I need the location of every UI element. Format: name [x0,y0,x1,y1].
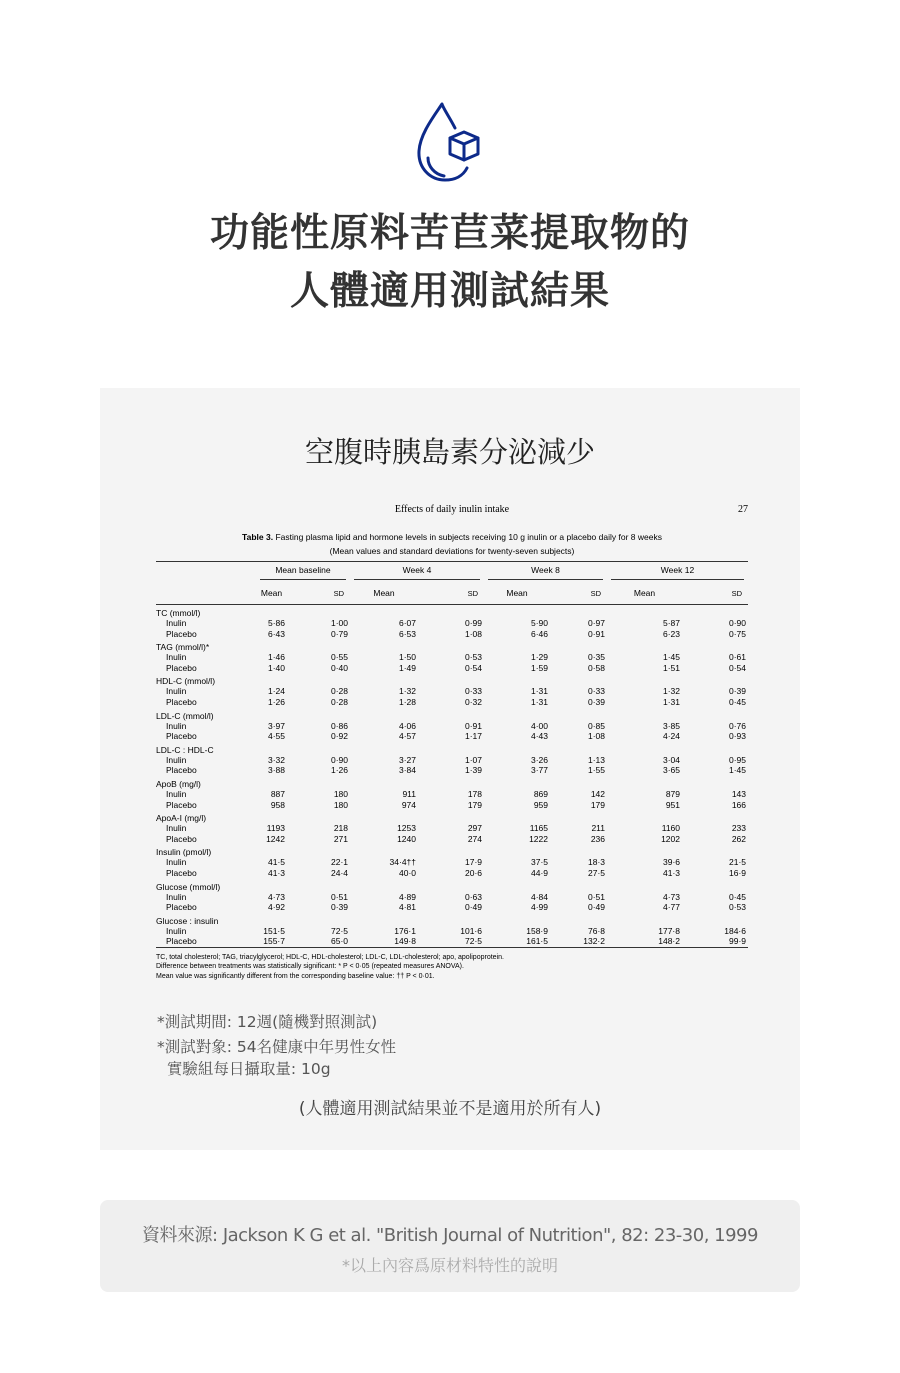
mean-cell: 958 [270,799,285,810]
sd-cell: 0·54 [728,662,746,673]
group-row [156,810,748,823]
sd-cell: 0·40 [330,662,348,673]
sd-cell: 233 [731,823,746,834]
group-label: ApoB (mg/l) [156,778,201,789]
sd-cell: 142 [590,788,605,799]
mean-cell: 3·04 [662,754,680,765]
table-row [156,902,748,913]
mean-cell: 1222 [529,833,548,844]
sd-cell: 18·3 [587,857,605,868]
table-row [156,834,748,845]
sd-cell: 0·35 [587,652,605,663]
group-row [156,673,748,686]
mean-cell: 3·27 [398,754,416,765]
mean-cell: 34·4†† [389,857,416,868]
group-label: LDL-C : HDL-C [156,744,214,755]
table-row [156,892,748,903]
running-head: Effects of daily inulin intake [394,504,510,515]
sd-cell: 0·95 [728,754,746,765]
sd-cell: 180 [333,788,348,799]
group-label: TAG (mmol/l)* [156,642,210,653]
mean-cell: 41·5 [267,857,285,868]
table-row [156,789,748,800]
sd-cell: 76·8 [587,925,605,936]
disclaimer: (人體適用測試結果並不是適用於所有人) [298,1099,602,1119]
mean-cell: 1·49 [398,662,416,673]
sd-cell: 0·49 [464,902,482,913]
sd-cell: 0·53 [728,902,746,913]
mean-cell: 155·7 [263,936,285,947]
caption-sub: (Mean values and standard deviations for twenty-seven subjects) [329,546,575,556]
mean-cell: 1·24 [267,686,285,697]
sd-cell: 0·51 [587,891,605,902]
note-period: *測試期間: 12週(隨機對照測試) [157,1013,378,1031]
mean-cell: 4·06 [398,720,416,731]
sd-cell: 0·93 [728,731,746,742]
period-header: Week 4 [354,565,480,580]
period-header: Mean baseline [260,565,346,580]
mean-cell: 3·32 [267,754,285,765]
mean-cell: 4·24 [662,731,680,742]
row-label: Placebo [166,628,197,639]
sd-cell: 271 [333,833,348,844]
sd-cell: 166 [731,799,746,810]
row-label: Placebo [166,696,197,707]
sd-cell: 99·9 [728,936,746,947]
page-title-line1: 功能性原料苦苣菜提取物的 [209,211,690,256]
mean-cell: 6·43 [267,628,285,639]
sd-cell: 143 [731,788,746,799]
sd-cell: 22·1 [330,857,348,868]
mean-cell: 911 [402,788,416,799]
sd-cell: 17·9 [464,857,482,868]
sd-cell: 65·0 [330,936,348,947]
mean-cell: 4·77 [662,902,680,913]
mean-cell: 1·32 [662,686,680,697]
row-label: Inulin [166,652,187,663]
sd-cell: 20·6 [464,867,482,878]
sd-cell: 297 [467,823,482,834]
mean-cell: 3·84 [398,765,416,776]
panel-subtitle: 空腹時胰島素分泌減少 [304,435,595,469]
mean-cell: 3·65 [662,765,680,776]
sd-cell: 0·76 [728,720,746,731]
caption-label: Table 3. [242,532,274,542]
sd-cell: 0·61 [728,652,746,663]
row-label: Inulin [166,891,187,902]
study-notes [157,1010,396,1081]
row-label: Inulin [166,823,187,834]
mean-cell: 3·85 [662,720,680,731]
table-row [156,765,748,776]
mean-cell: 4·73 [662,891,680,902]
sd-header: SD [287,583,350,605]
table-caption [156,530,748,558]
sd-cell: 0·92 [330,731,348,742]
row-label: Inulin [166,754,187,765]
sd-header: SD [550,583,607,605]
mean-cell: 1·51 [662,662,680,673]
caption-text: Fasting plasma lipid and hormone levels in subjects receiving 10 g inulin or a placebo daily for 8 weeks [275,532,662,542]
sd-cell: 0·86 [330,720,348,731]
mean-cell: 1·26 [267,696,285,707]
table-row [156,629,748,640]
sd-cell: 0·90 [330,754,348,765]
group-row [156,879,748,892]
mean-cell: 6·53 [398,628,416,639]
mean-header: Mean [607,583,682,605]
mean-cell: 3·88 [267,765,285,776]
sd-cell: 101·6 [460,925,482,936]
mean-cell: 1193 [266,823,285,834]
mean-cell: 1165 [529,823,548,834]
sd-cell: 0·39 [330,902,348,913]
page-number: 27 [738,504,748,515]
sd-cell: 184·6 [724,925,746,936]
mean-cell: 4·99 [530,902,548,913]
sd-cell: 0·32 [464,696,482,707]
mean-cell: 1202 [661,833,680,844]
sd-cell: 0·79 [330,628,348,639]
water-drop-cube-icon [410,96,490,184]
sd-cell: 0·75 [728,628,746,639]
mean-cell: 6·23 [662,628,680,639]
sd-cell: 0·39 [728,686,746,697]
sd-cell: 0·28 [330,686,348,697]
mean-cell: 6·46 [530,628,548,639]
row-label: Inulin [166,686,187,697]
period-header: Week 12 [611,565,744,580]
mean-cell: 149·8 [394,936,416,947]
row-label: Placebo [166,765,197,776]
sd-cell: 274 [467,833,482,844]
mean-cell: 41·3 [662,867,680,878]
mean-cell: 176·1 [394,925,416,936]
table-row [156,618,748,629]
sd-cell: 27·5 [587,867,605,878]
mean-header: Mean [350,583,418,605]
sd-cell: 72·5 [464,936,482,947]
sd-cell: 0·33 [587,686,605,697]
row-label: Inulin [166,618,187,628]
sd-cell: 24·4 [330,867,348,878]
group-label: Glucose : insulin [156,915,219,926]
sd-cell: 72·5 [330,925,348,936]
mean-cell: 1·32 [398,686,416,697]
mean-cell: 161·5 [526,936,548,947]
sd-cell: 179 [467,799,482,810]
row-label: Inulin [166,857,187,868]
group-label: Glucose (mmol/l) [156,881,221,892]
footnote: Mean value was significantly different from the corresponding baseline value: †† P < 0·01. [156,972,435,980]
mean-cell: 177·8 [658,925,680,936]
mean-cell: 1·29 [530,652,548,663]
sd-cell: 236 [590,833,605,844]
mean-cell: 4·92 [267,902,285,913]
group-row [156,844,748,857]
group-row [156,742,748,755]
mean-cell: 6·07 [398,618,416,628]
sd-cell: 0·39 [587,696,605,707]
sd-cell: 1·55 [587,765,605,776]
source-box [100,1200,800,1292]
mean-cell: 4·55 [267,731,285,742]
sd-cell: 0·99 [464,618,482,628]
mean-cell: 1·46 [267,652,285,663]
mean-header: Mean [256,583,287,605]
table-row [156,755,748,766]
sd-cell: 0·58 [587,662,605,673]
mean-cell: 1·45 [662,652,680,663]
sd-cell: 1·26 [330,765,348,776]
group-row [156,708,748,721]
sd-cell: 0·63 [464,891,482,902]
results-table [156,561,748,948]
page-title-line2: 人體適用測試結果 [289,269,610,314]
table-row [156,686,748,697]
note-subjects: *測試對象: 54名健康中年男性女性 [157,1038,397,1056]
sd-header: SD [682,583,748,605]
group-row [156,913,748,926]
mean-cell: 1·31 [530,696,548,707]
row-label: Placebo [166,799,197,810]
mean-cell: 5·90 [530,618,548,628]
mean-cell: 4·57 [398,731,416,742]
row-label: Placebo [166,902,197,913]
sd-header: SD [418,583,484,605]
table-row [156,926,748,937]
mean-cell: 1·59 [530,662,548,673]
paper-excerpt [156,500,748,981]
mean-cell: 5·86 [267,618,285,628]
row-label: Placebo [166,936,197,947]
table-row [156,936,748,947]
sd-cell: 1·13 [587,754,605,765]
sd-cell: 0·45 [728,891,746,902]
mean-cell: 44·9 [530,867,548,878]
mean-cell: 5·87 [662,618,680,628]
mean-cell: 1240 [397,833,416,844]
sd-cell: 179 [590,799,605,810]
mean-cell: 4·43 [530,731,548,742]
mean-cell: 151·5 [263,925,285,936]
table-row [156,697,748,708]
sd-cell: 0·55 [330,652,348,663]
group-label: LDL-C (mmol/l) [156,710,214,721]
table-row [156,721,748,732]
mean-cell: 39·6 [662,857,680,868]
sd-cell: 0·49 [587,902,605,913]
sd-cell: 1·08 [587,731,605,742]
group-label: HDL-C (mmol/l) [156,676,216,687]
table-row [156,868,748,879]
row-label: Inulin [166,925,187,936]
group-row [156,605,748,619]
sd-cell: 1·08 [464,628,482,639]
group-label: ApoA-I (mg/l) [156,813,207,824]
row-label: Placebo [166,867,197,878]
mean-cell: 3·97 [267,720,285,731]
sd-cell: 1·00 [330,618,348,628]
table-row [156,857,748,868]
mean-cell: 869 [533,788,548,799]
table-row [156,823,748,834]
source-note: *以上內容爲原材料特性的說明 [341,1256,558,1275]
sd-cell: 0·85 [587,720,605,731]
mean-cell: 4·84 [530,891,548,902]
sd-cell: 1·17 [464,731,482,742]
mean-header: Mean [484,583,550,605]
mean-cell: 4·81 [398,902,416,913]
mean-cell: 887 [270,788,285,799]
mean-cell: 1·28 [398,696,416,707]
mean-cell: 1·31 [530,686,548,697]
row-label: Inulin [166,788,187,799]
group-row [156,639,748,652]
sd-cell: 0·51 [330,891,348,902]
mean-cell: 1·50 [398,652,416,663]
table-row [156,731,748,742]
note-dose: 實驗組每日攝取量: 10g [157,1060,331,1078]
mean-cell: 1242 [266,833,285,844]
mean-cell: 4·89 [398,891,416,902]
mean-cell: 40·0 [398,867,416,878]
sd-cell: 1·39 [464,765,482,776]
mean-cell: 879 [665,788,680,799]
sd-cell: 211 [591,823,605,834]
sd-cell: 0·28 [330,696,348,707]
mean-cell: 974 [401,799,416,810]
mean-cell: 959 [533,799,548,810]
mean-cell: 951 [665,799,680,810]
mean-cell: 148·2 [658,936,680,947]
sd-cell: 0·33 [464,686,482,697]
mean-cell: 158·9 [526,925,548,936]
mean-cell: 3·77 [530,765,548,776]
sd-cell: 132·2 [583,936,605,947]
source-citation: 資料來源: Jackson K G et al. "British Journal of Nutrition", 82: 23-30, 1999 [142,1225,758,1246]
sd-cell: 1·45 [728,765,746,776]
row-label: Placebo [166,662,197,673]
sd-cell: 0·54 [464,662,482,673]
sd-cell: 16·9 [728,867,746,878]
footnote: Difference between treatments was statistically significant: * P < 0·05 (repeated measures ANOVA). [156,963,464,971]
table-row [156,800,748,811]
sd-cell: 218 [333,823,348,834]
sd-cell: 0·97 [587,618,605,628]
table-row [156,652,748,663]
mean-cell: 1253 [397,823,416,834]
sd-cell: 0·90 [728,618,746,628]
footnote: TC, total cholesterol; TAG, triacylglycerol; HDL-C, HDL-cholesterol; LDL-C, LDL-cholesterol; apo, apolipoprotein. [156,953,504,961]
table-row [156,663,748,674]
sd-cell: 178 [467,788,482,799]
sd-cell: 0·53 [464,652,482,663]
mean-cell: 37·5 [530,857,548,868]
mean-cell: 4·73 [267,891,285,902]
mean-cell: 1160 [661,823,680,834]
row-label: Placebo [166,731,197,742]
sd-cell: 262 [731,833,746,844]
mean-cell: 1·40 [267,662,285,673]
mean-cell: 4·00 [530,720,548,731]
table-footnotes [156,953,748,982]
row-label: Placebo [166,833,197,844]
sd-cell: 0·91 [464,720,482,731]
group-label: TC (mmol/l) [156,608,201,618]
row-label: Inulin [166,720,187,731]
period-header: Week 8 [488,565,603,580]
mean-cell: 1·31 [662,696,680,707]
sd-cell: 21·5 [728,857,746,868]
group-row [156,776,748,789]
sd-cell: 0·91 [587,628,605,639]
mean-cell: 41·3 [267,867,285,878]
sd-cell: 1·07 [464,754,482,765]
group-label: Insulin (pmol/l) [156,847,212,858]
mean-cell: 3·26 [530,754,548,765]
sd-cell: 0·45 [728,696,746,707]
sd-cell: 180 [333,799,348,810]
